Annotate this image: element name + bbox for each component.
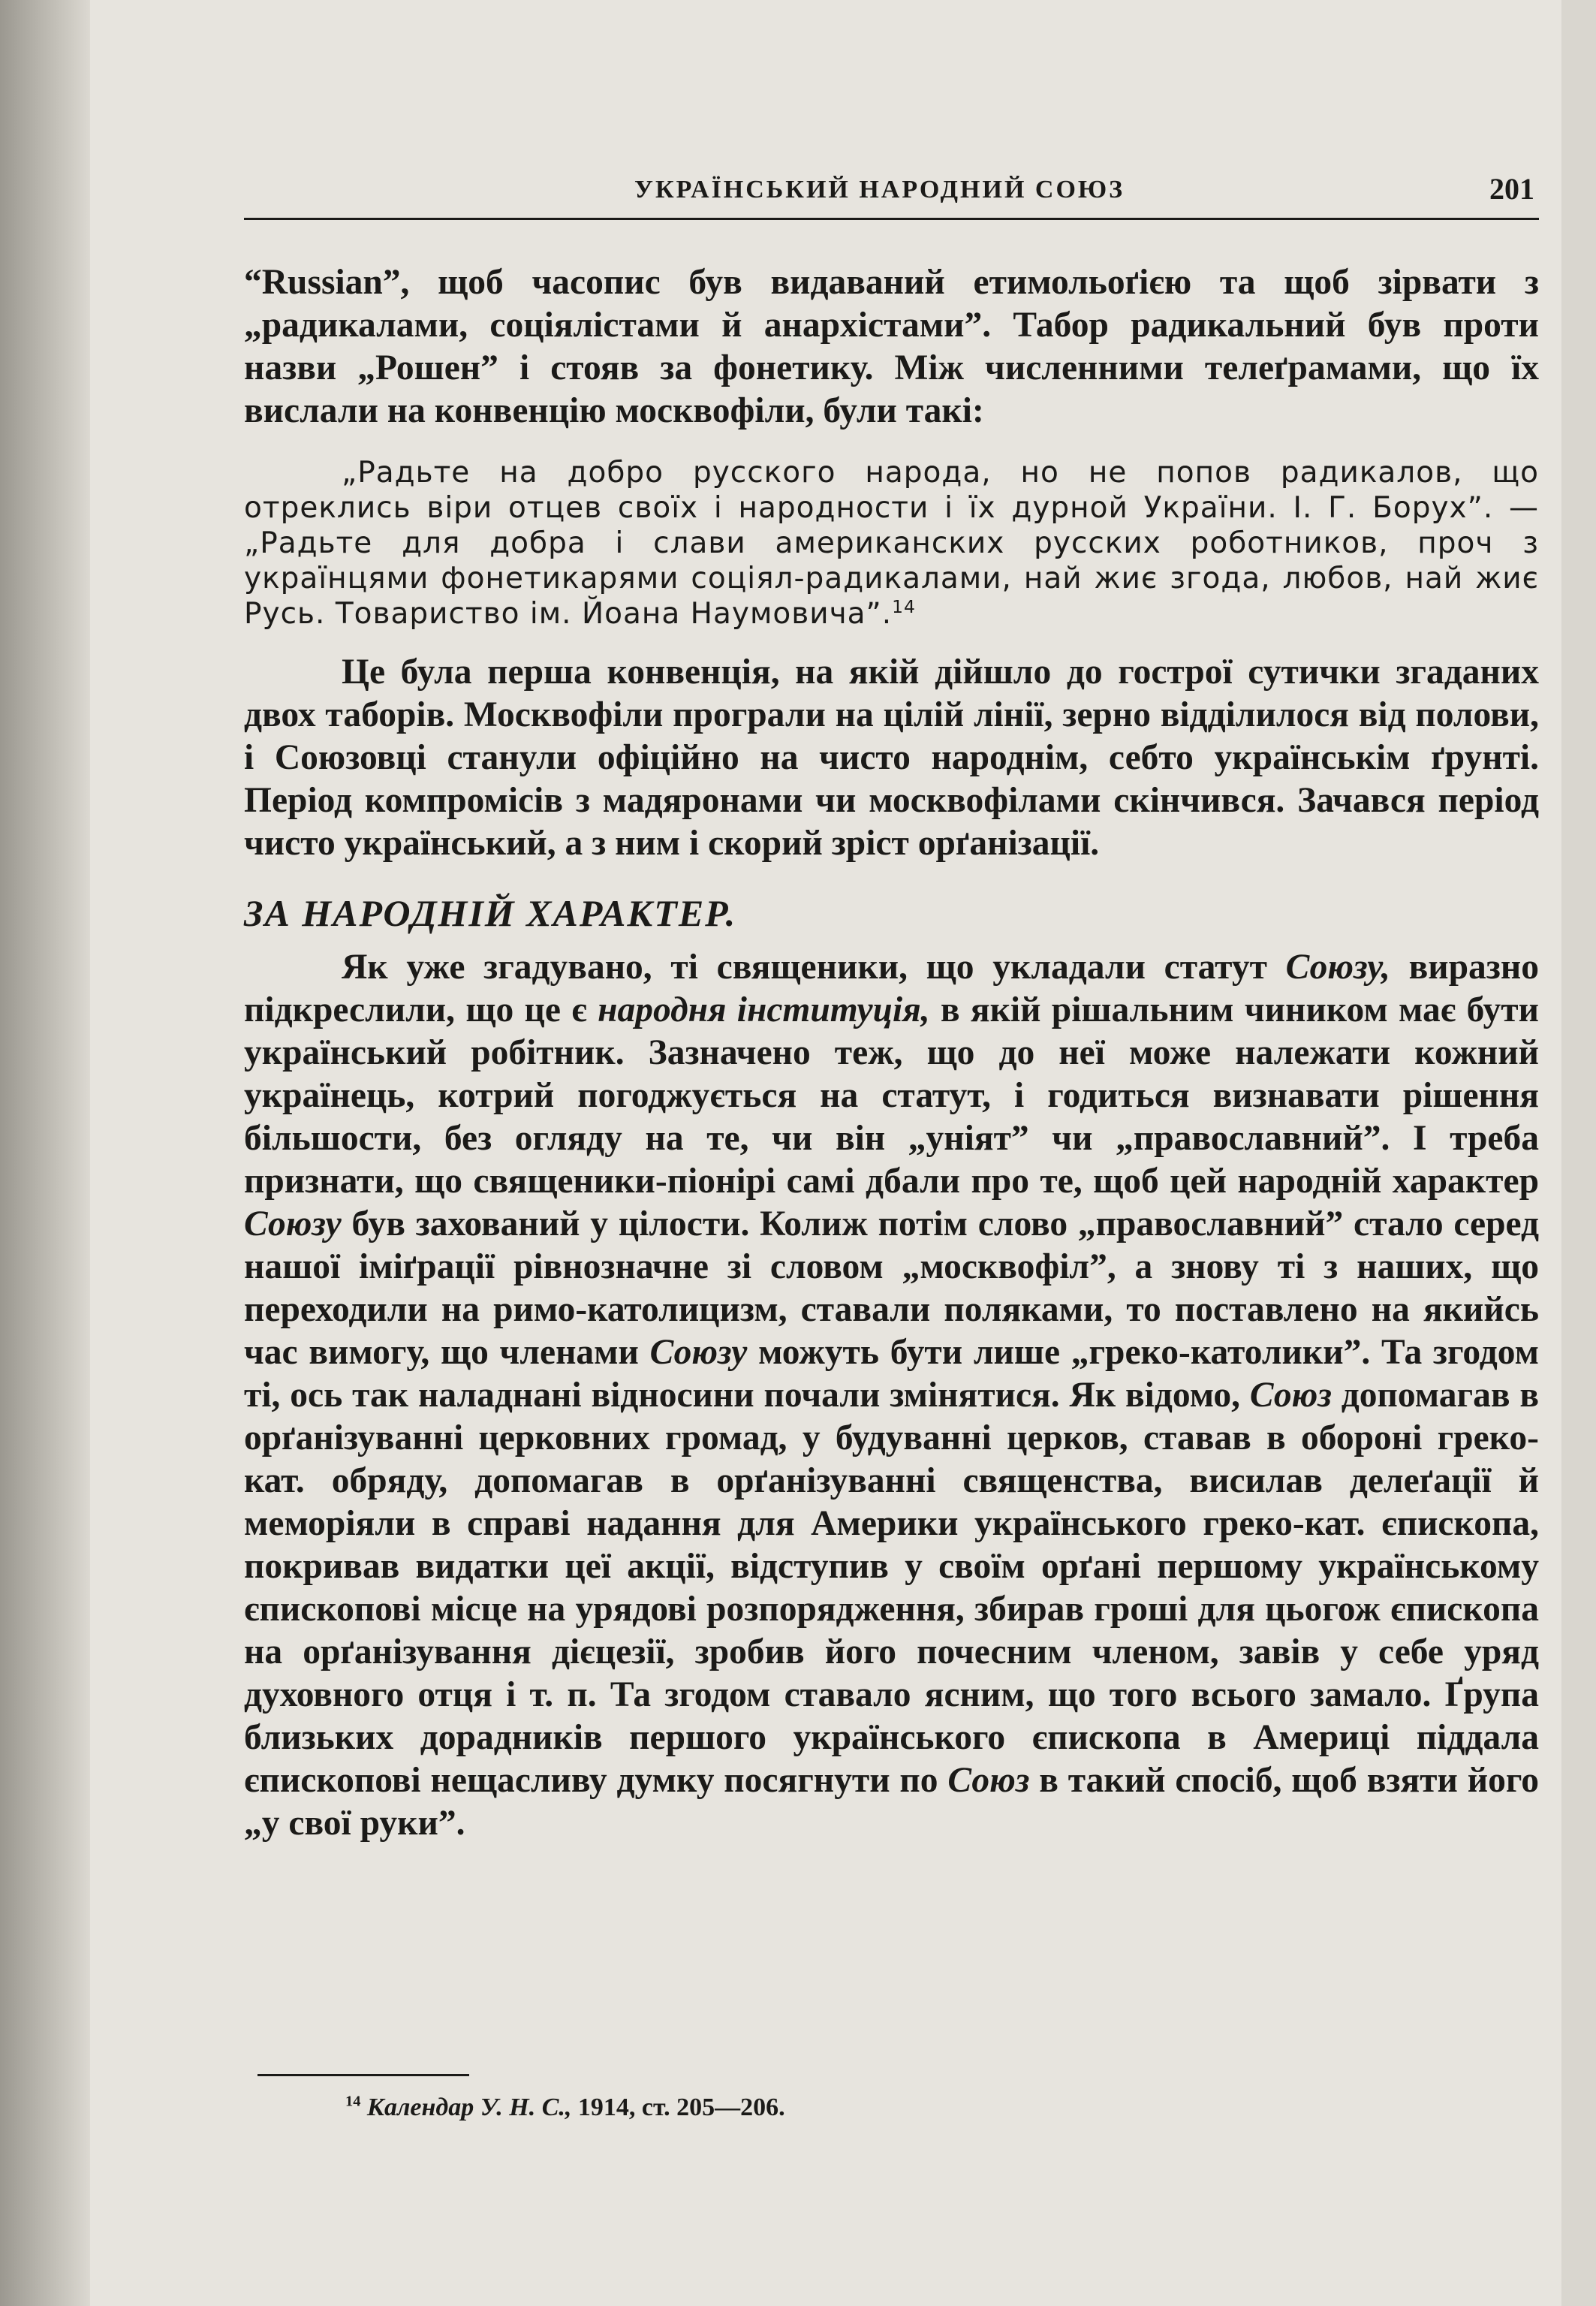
book-page	[90, 0, 1561, 2306]
paragraph-1: “Russian”, щоб часопис був видаваний етимольоґією та щоб зірвати з „радикалами, соціялістами й анархістами”. Табор радикальний був проти назви „Рошен” і стояв за фонетику. Між численними телеґрамами, що їх вислали на конвенцію москвофіли, були такі:	[244, 263, 1539, 430]
footnote-source: Календар У. Н. С.,	[366, 2093, 572, 2121]
footnote	[345, 2093, 785, 2122]
telegram-quote	[244, 455, 1539, 632]
book-spine-shadow	[0, 0, 90, 2306]
page-number: 201	[1489, 172, 1534, 206]
footnote-pages: 1914, ст. 205—206.	[571, 2093, 785, 2121]
section-heading: ЗА НАРОДНІЙ ХАРАКТЕР.	[244, 892, 737, 934]
running-header	[244, 170, 1539, 220]
footnote-number: 14	[345, 2093, 361, 2110]
body-text	[244, 261, 1539, 1845]
quote-text: „Радьте на добро русского народа, но не попов радикалов, що отреклись віри отцев своїх і народности і їх дурной України. І. Г. Борух”. — „Радьте для добра і слави американских русских роботников, проч з українцями фонетикарями соціял-радикалами, най жиє згода, любов, най жиє Русь. Товариство ім. Йоана Наумовича”.	[244, 456, 1539, 631]
footnote-divider	[257, 2074, 469, 2076]
paragraph-3: Як уже згадувано, ті священики, що укладали статут Союзу, виразно підкреслили, що це є народня інституція, в якій рішальним чиником має бути український робітник. Зазначено теж, що до неї може належати кожний українець, котрий погоджується на статут, і годиться визнавати рішення більшости, без огляду на те, чи він „уніят” чи „православний”. І треба признати, що священики-піонірі самі дбали про те, щоб цей народній характер Союзу був захований у цілости. Колиж потім слово „православний” стало серед нашої іміґрації рівнозначне зі словом „москвофіл”, а знову ті з наших, що переходили на римо-католицизм, ставали поляками, то поставлено на якийсь час вимогу, що членами Союзу можуть бути лише „греко-католики”. Та згодом ті, ось так наладнані відносини почали змінятися. Як відомо, Союз допомагав в орґанізуванні церковних громад, у будуванні церков, ставав в обороні греко-кат. обряду, допомагав в орґанізуванні священства, висилав делеґації й меморіяли в справі надання для Америки українського греко-кат. єпископа, покривав видатки цеї акції, відступив у своїм орґані першому українському єпископові місце на урядові розпорядження, збирав гроші для цьогож єпископа на орґанізування дієцезії, зробив його почесним членом, завів у себе уряд духовного отця і т. п. Та згодом ставало ясним, що того всього замало. Ґрупа близьких дорадників першого українського єпископа в Америці піддала єпископові нещасливу думку посягнути по Союз в такий спосіб, щоб взяти його „у свої руки”.	[244, 948, 1539, 1843]
footnote-ref: 14	[892, 596, 916, 617]
running-title: УКРАЇНСЬКИЙ НАРОДНИЙ СОЮЗ	[634, 176, 1125, 203]
paragraph-2: Це була перша конвенція, на якій дійшло до гострої сутички згаданих двох таборів. Москвофіли програли на цілій лінії, зерно відділилося від полови, і Союзовці станули офіційно на чисто народнім, себто українськім ґрунті. Період компромісів з мадяронами чи москвофілами скінчився. Зачався період чисто український, а з ним і скорий зріст орґанізації.	[244, 653, 1539, 863]
